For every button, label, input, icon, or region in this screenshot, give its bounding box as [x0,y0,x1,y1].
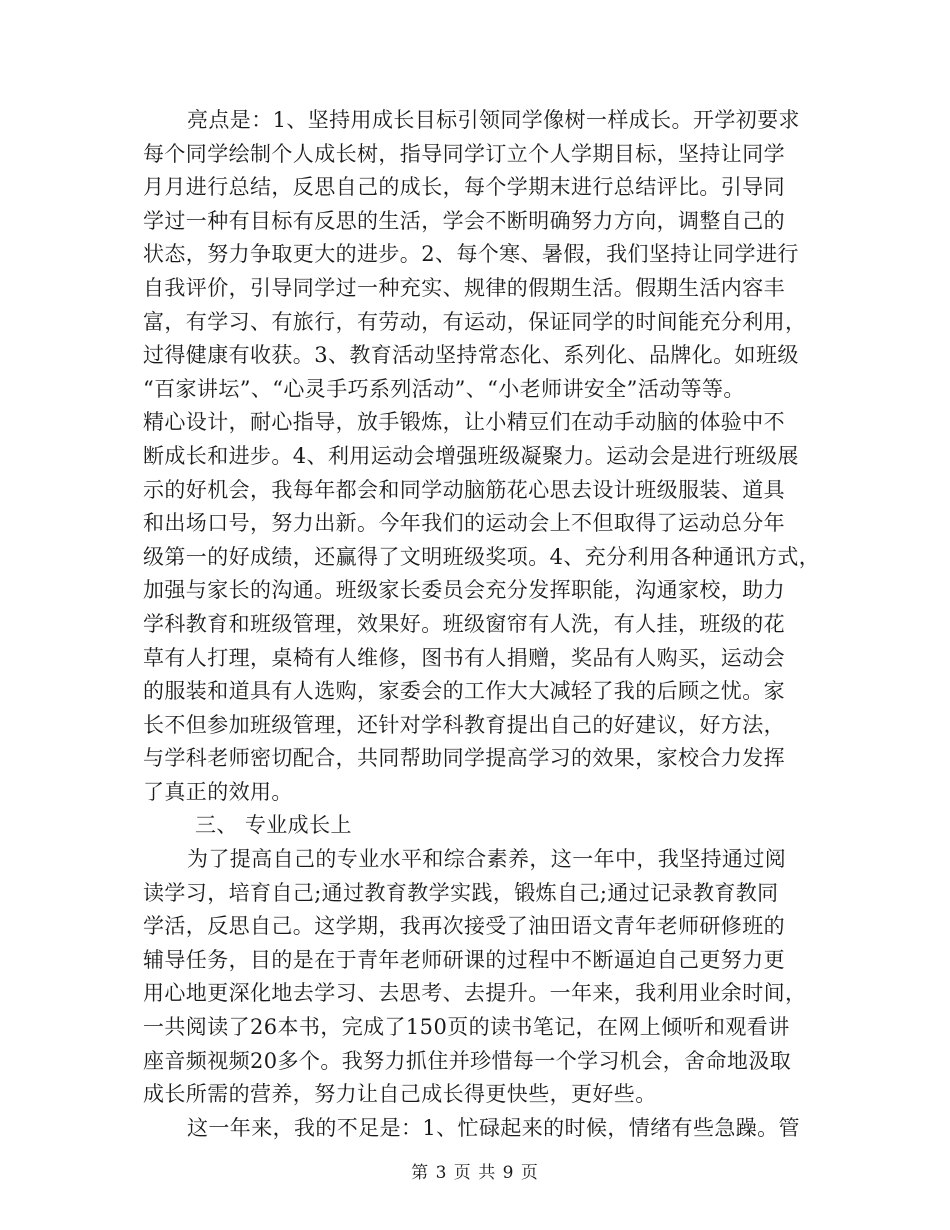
text-line: 月月进行总结，反思自己的成长，每个学期末进行总结评比。引导同 [143,175,785,200]
text-line: 成长所需的营养，努力让自己成长得更快些，更好些。 [143,1082,657,1107]
text-line: 读学习，培育自己;通过教育教学实践，锻炼自己;通过记录教育教同 [143,880,779,905]
text-line: 座音频视频20多个。我努力抓住并珍惜每一个学习机会，舍命地汲取 [143,1048,792,1073]
text-line: 学活，反思自己。这学期，我再次接受了油田语文青年老师研修班的 [143,914,785,939]
text-line: 与学科老师密切配合，共同帮助同学提高学习的效果，家校合力发挥 [143,746,785,771]
page-number-footer: 第 3 页 共 9 页 [411,1163,539,1183]
text-line: 状态，努力争取更大的进步。2、每个寒、暑假，我们坚持让同学进行 [143,242,799,267]
text-line: 加强与家长的沟通。班级家长委员会充分发挥职能，沟通家校，助力 [143,578,785,603]
text-line: 每个同学绘制个人成长树，指导同学订立个人学期目标，坚持让同学 [143,141,785,166]
text-line: “百家讲坛”、“心灵手巧系列活动”、“小老师讲安全”活动等等。 [143,376,745,401]
text-line: 辅导任务，目的是在于青年老师研课的过程中不断逼迫自己更努力更 [143,947,785,972]
text-line: 亮点是：1、坚持用成长目标引领同学像树一样成长。开学初要求 [187,108,800,132]
text-line: 长不但参加班级管理，还针对学科教育提出自己的好建议，好方法， [143,712,785,737]
text-line: 这一年来，我的不足是：1、忙碌起来的时候，情绪有些急躁。管 [187,1115,800,1140]
text-line: 一共阅读了26本书，完成了150页的读书笔记，在网上倾听和观看讲 [143,1015,790,1040]
text-line: 为了提高自己的专业水平和综合素养，这一年中，我坚持通过阅 [187,847,787,872]
text-line: 和出场口号，努力出新。今年我们的运动会上不但取得了运动总分年 [143,511,785,536]
text-line: 的服装和道具有人选购，家委会的工作大大减轻了我的后顾之忧。家 [143,679,785,704]
text-line: 断成长和进步。4、利用运动会增强班级凝聚力。运动会是进行班级展 [143,443,799,468]
text-line: 过得健康有收获。3、教育活动坚持常态化、系列化、品牌化。如班级 [143,343,799,368]
text-line: 示的好机会，我每年都会和同学动脑筋花心思去设计班级服装、道具 [143,477,785,502]
section-heading: 三、 专业成长上 [195,813,352,838]
text-line: 自我评价，引导同学过一种充实、规律的假期生活。假期生活内容丰 [143,275,785,300]
text-line: 了真正的效用。 [143,779,293,804]
text-line: 草有人打理，桌椅有人维修，图书有人捐赠，奖品有人购买，运动会 [143,645,785,670]
body-text [143,104,823,1145]
text-line: 富，有学习、有旅行，有劳动，有运动，保证同学的时间能充分利用， [143,309,807,334]
text-line: 级第一的好成绩，还赢得了文明班级奖项。4、充分利用各种通讯方式， [143,544,821,569]
text-line: 用心地更深化地去学习、去思考、去提升。一年来，我利用业余时间， [143,981,807,1006]
text-line: 学过一种有目标有反思的生活，学会不断明确努力方向，调整自己的 [143,208,785,233]
text-line: 学科教育和班级管理，效果好。班级窗帘有人洗，有人挂，班级的花 [143,611,785,636]
text-line: 精心设计，耐心指导，放手锻炼，让小精豆们在动手动脑的体验中不 [143,410,785,435]
